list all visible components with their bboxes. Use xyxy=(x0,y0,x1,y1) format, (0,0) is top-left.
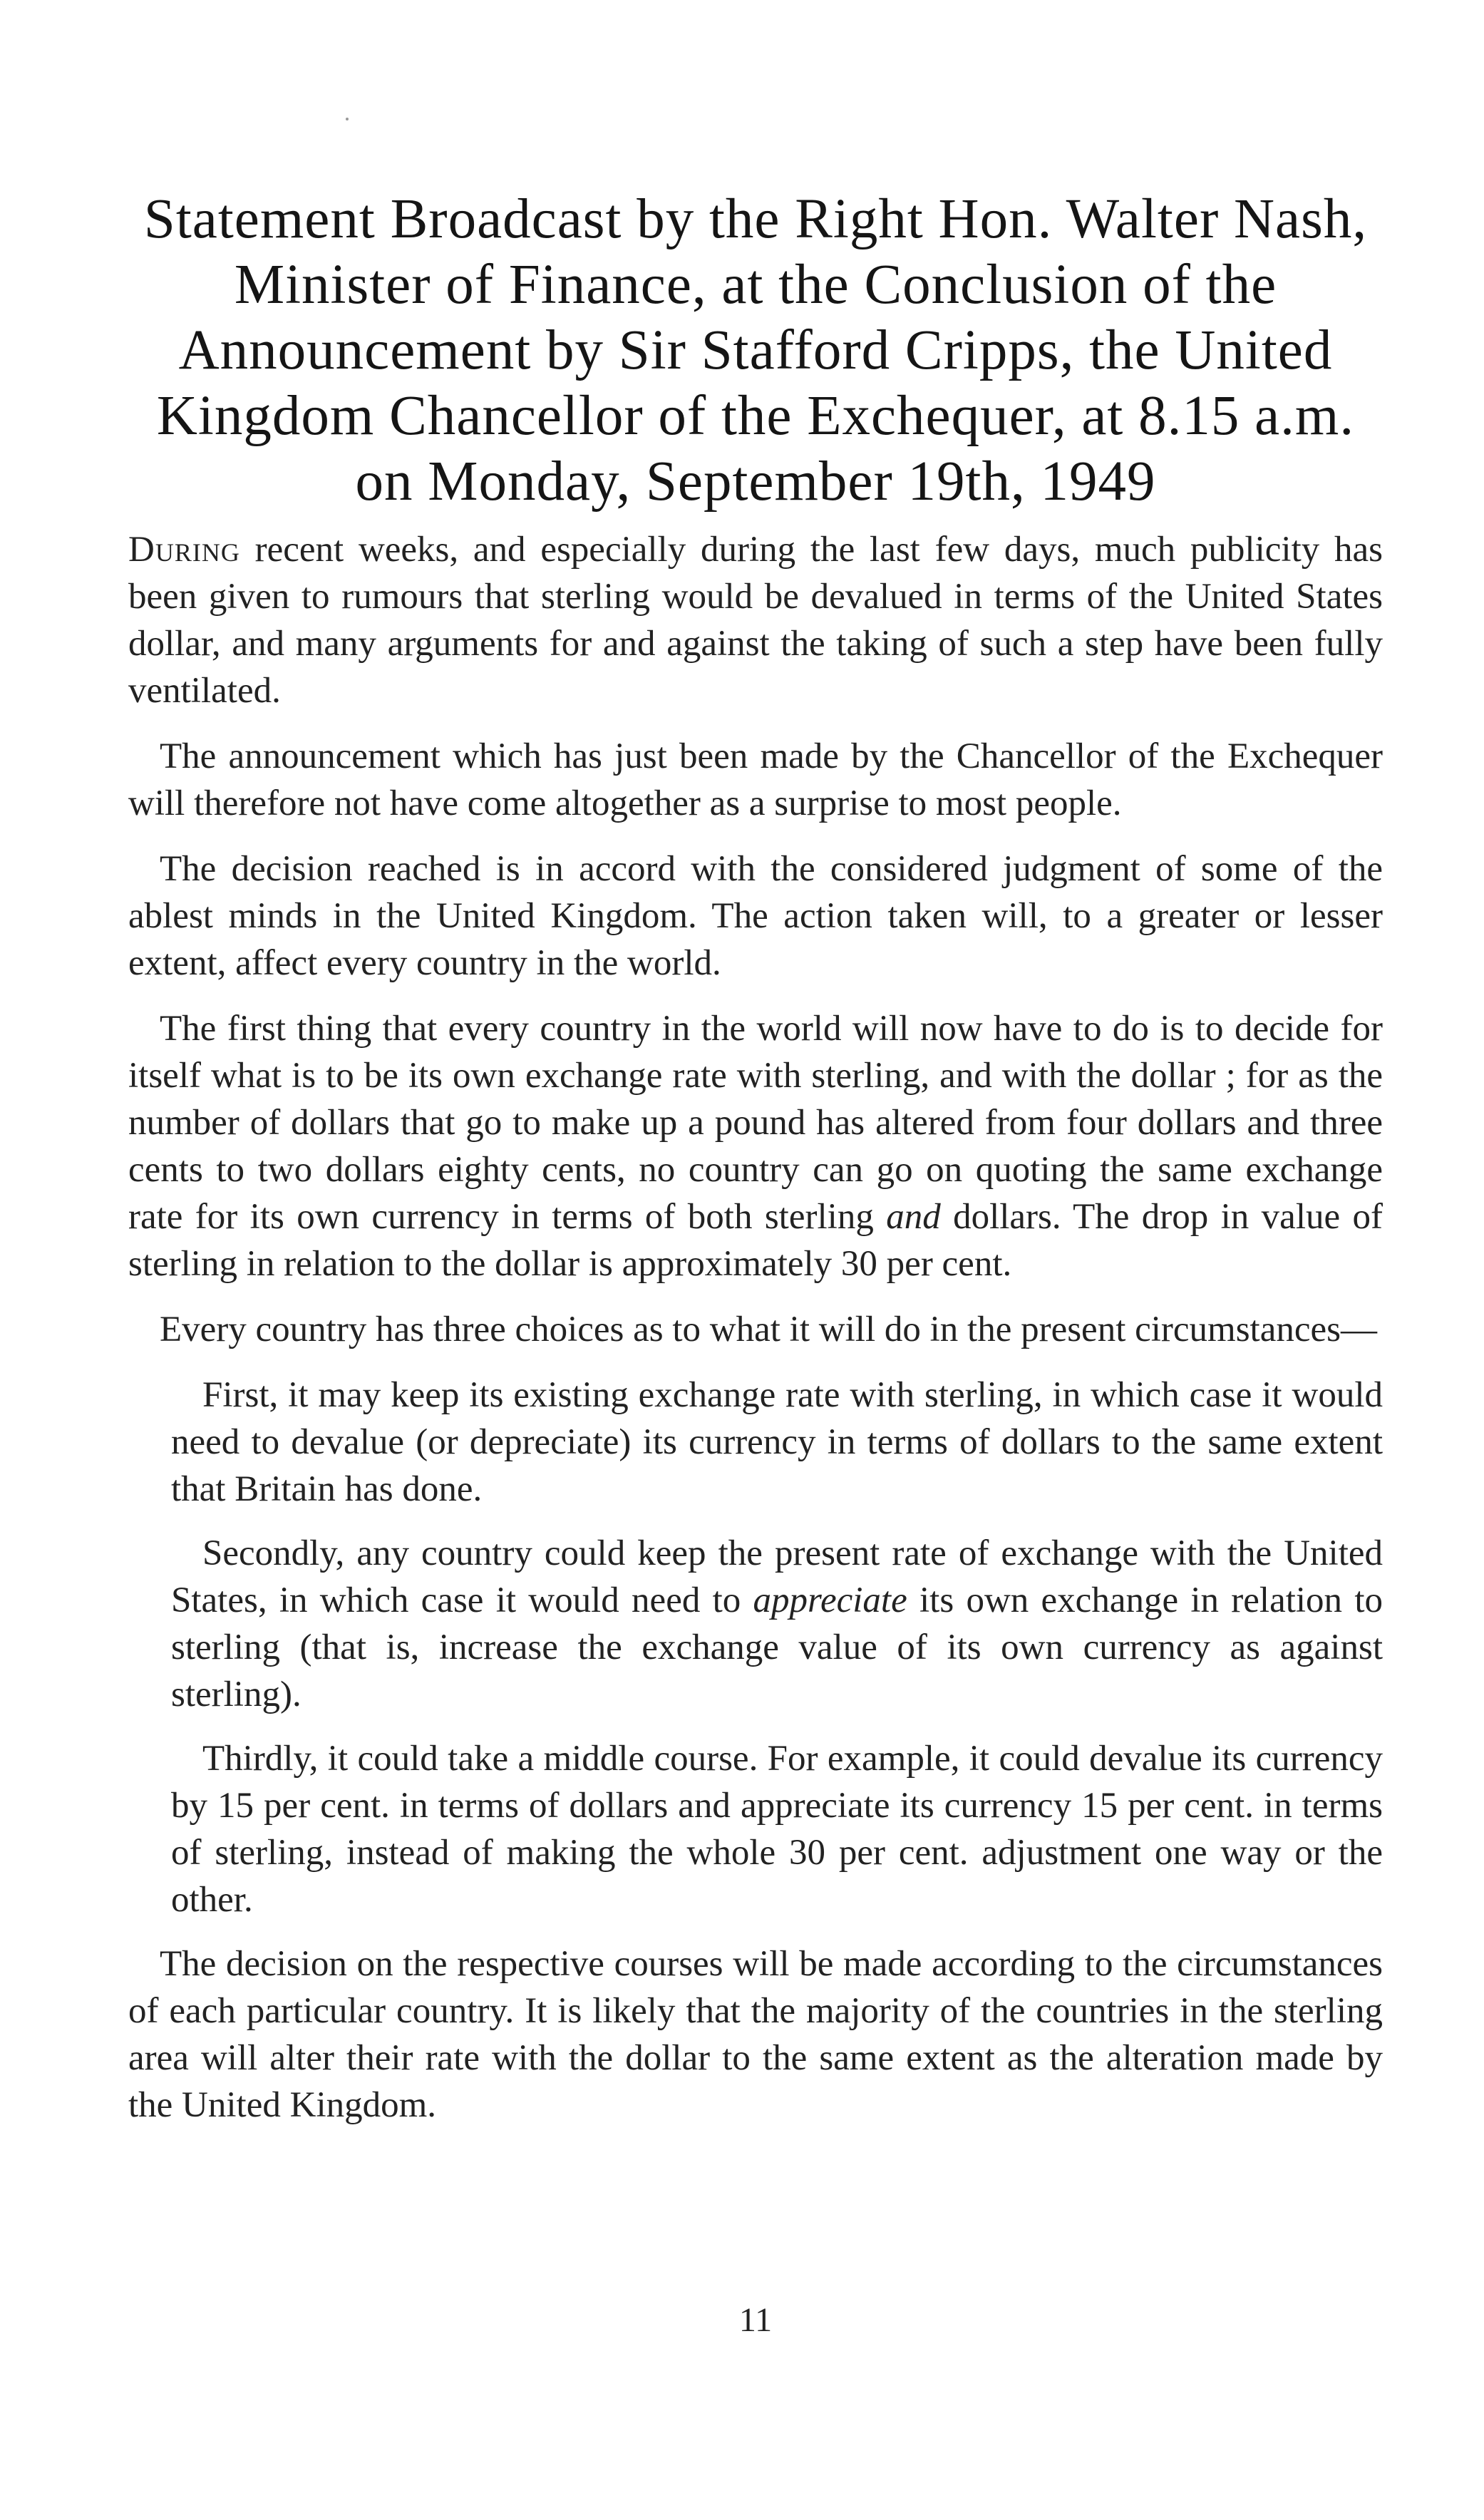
paragraph-sterling-area: The decision on the respective courses will be made according to the circumstances of each particular country. It is likely that the majority of the countries in the sterling area will alter their rate with the dollar to the same extent as the alteration made by the United Kingdom. xyxy=(128,1944,1383,2125)
document-body xyxy=(128,526,1383,2147)
paragraph-lead-word: During xyxy=(128,530,240,570)
choice-second-text: Secondly, any country could keep the present rate of exchange with the United States, in which case it would need to xyxy=(171,1533,1383,1620)
paragraph-intro-text: recent weeks, and especially during the last few days, much publicity has been given to rumours that sterling would be devalued in terms of the United States dollar, and many arguments for and against the taking of such a step have been fully ventilated. xyxy=(128,530,1383,711)
document-page xyxy=(128,0,1383,2520)
paragraph-exchange-rate-tail: dollars. The drop in value of sterling in relation to the dollar is approximately 30 per cent. xyxy=(128,1197,1383,1284)
paragraph-intro xyxy=(128,526,1383,714)
emphasis-appreciate: appreciate xyxy=(753,1580,907,1620)
page-title: Statement Broadcast by the Right Hon. Walter Nash, Minister of Finance, at the Conclusion of the Announcement by Sir Stafford Cripps, the United Kingdom Chancellor of the Exchequer, at 8.15 a.m. on Monday, September 19th, 1949 xyxy=(143,188,1368,513)
choice-second-tail: its own exchange in relation to sterling (that is, increase the exchange value of its own currency as against sterling). xyxy=(171,1580,1383,1714)
page-number: 11 xyxy=(738,2301,773,2339)
paragraph-exchange-rate-text: The first thing that every country in the world will now have to do is to decide for itself what is to be its own exchange rate with sterling, and with the dollar ; for as the number of dollars that go to make up a pound has altered from four dollars and three cents to two dollars eighty cents, no country can go on quoting the same exchange rate for its own currency in terms of both sterling xyxy=(128,1009,1383,1237)
paragraph-announcement: The announcement which has just been made by the Chancellor of the Exchequer will therefore not have come altogether as a surprise to most people. xyxy=(128,736,1383,823)
emphasis-and: and xyxy=(886,1197,941,1237)
paragraph-exchange-rate xyxy=(128,1005,1383,1287)
choice-third: Thirdly, it could take a middle course. For example, it could devalue its currency by 15 per cent. in terms of dollars and appreciate its currency 15 per cent. in terms of sterling, instead of making the whole 30 per cent. adjustment one way or the other. xyxy=(171,1739,1383,1920)
choice-second xyxy=(171,1530,1383,1718)
paragraph-three-choices: Every country has three choices as to what it will do in the present circumstances— xyxy=(160,1310,1377,1349)
paragraph-decision: The decision reached is in accord with the considered judgment of some of the ablest minds in the United Kingdom. The action taken will, to a greater or lesser extent, affect every country in the world. xyxy=(128,849,1383,983)
choice-first: First, it may keep its existing exchange rate with sterling, in which case it would need to devalue (or depreciate) its currency in terms of dollars to the same extent that Britain has done. xyxy=(171,1375,1383,1509)
